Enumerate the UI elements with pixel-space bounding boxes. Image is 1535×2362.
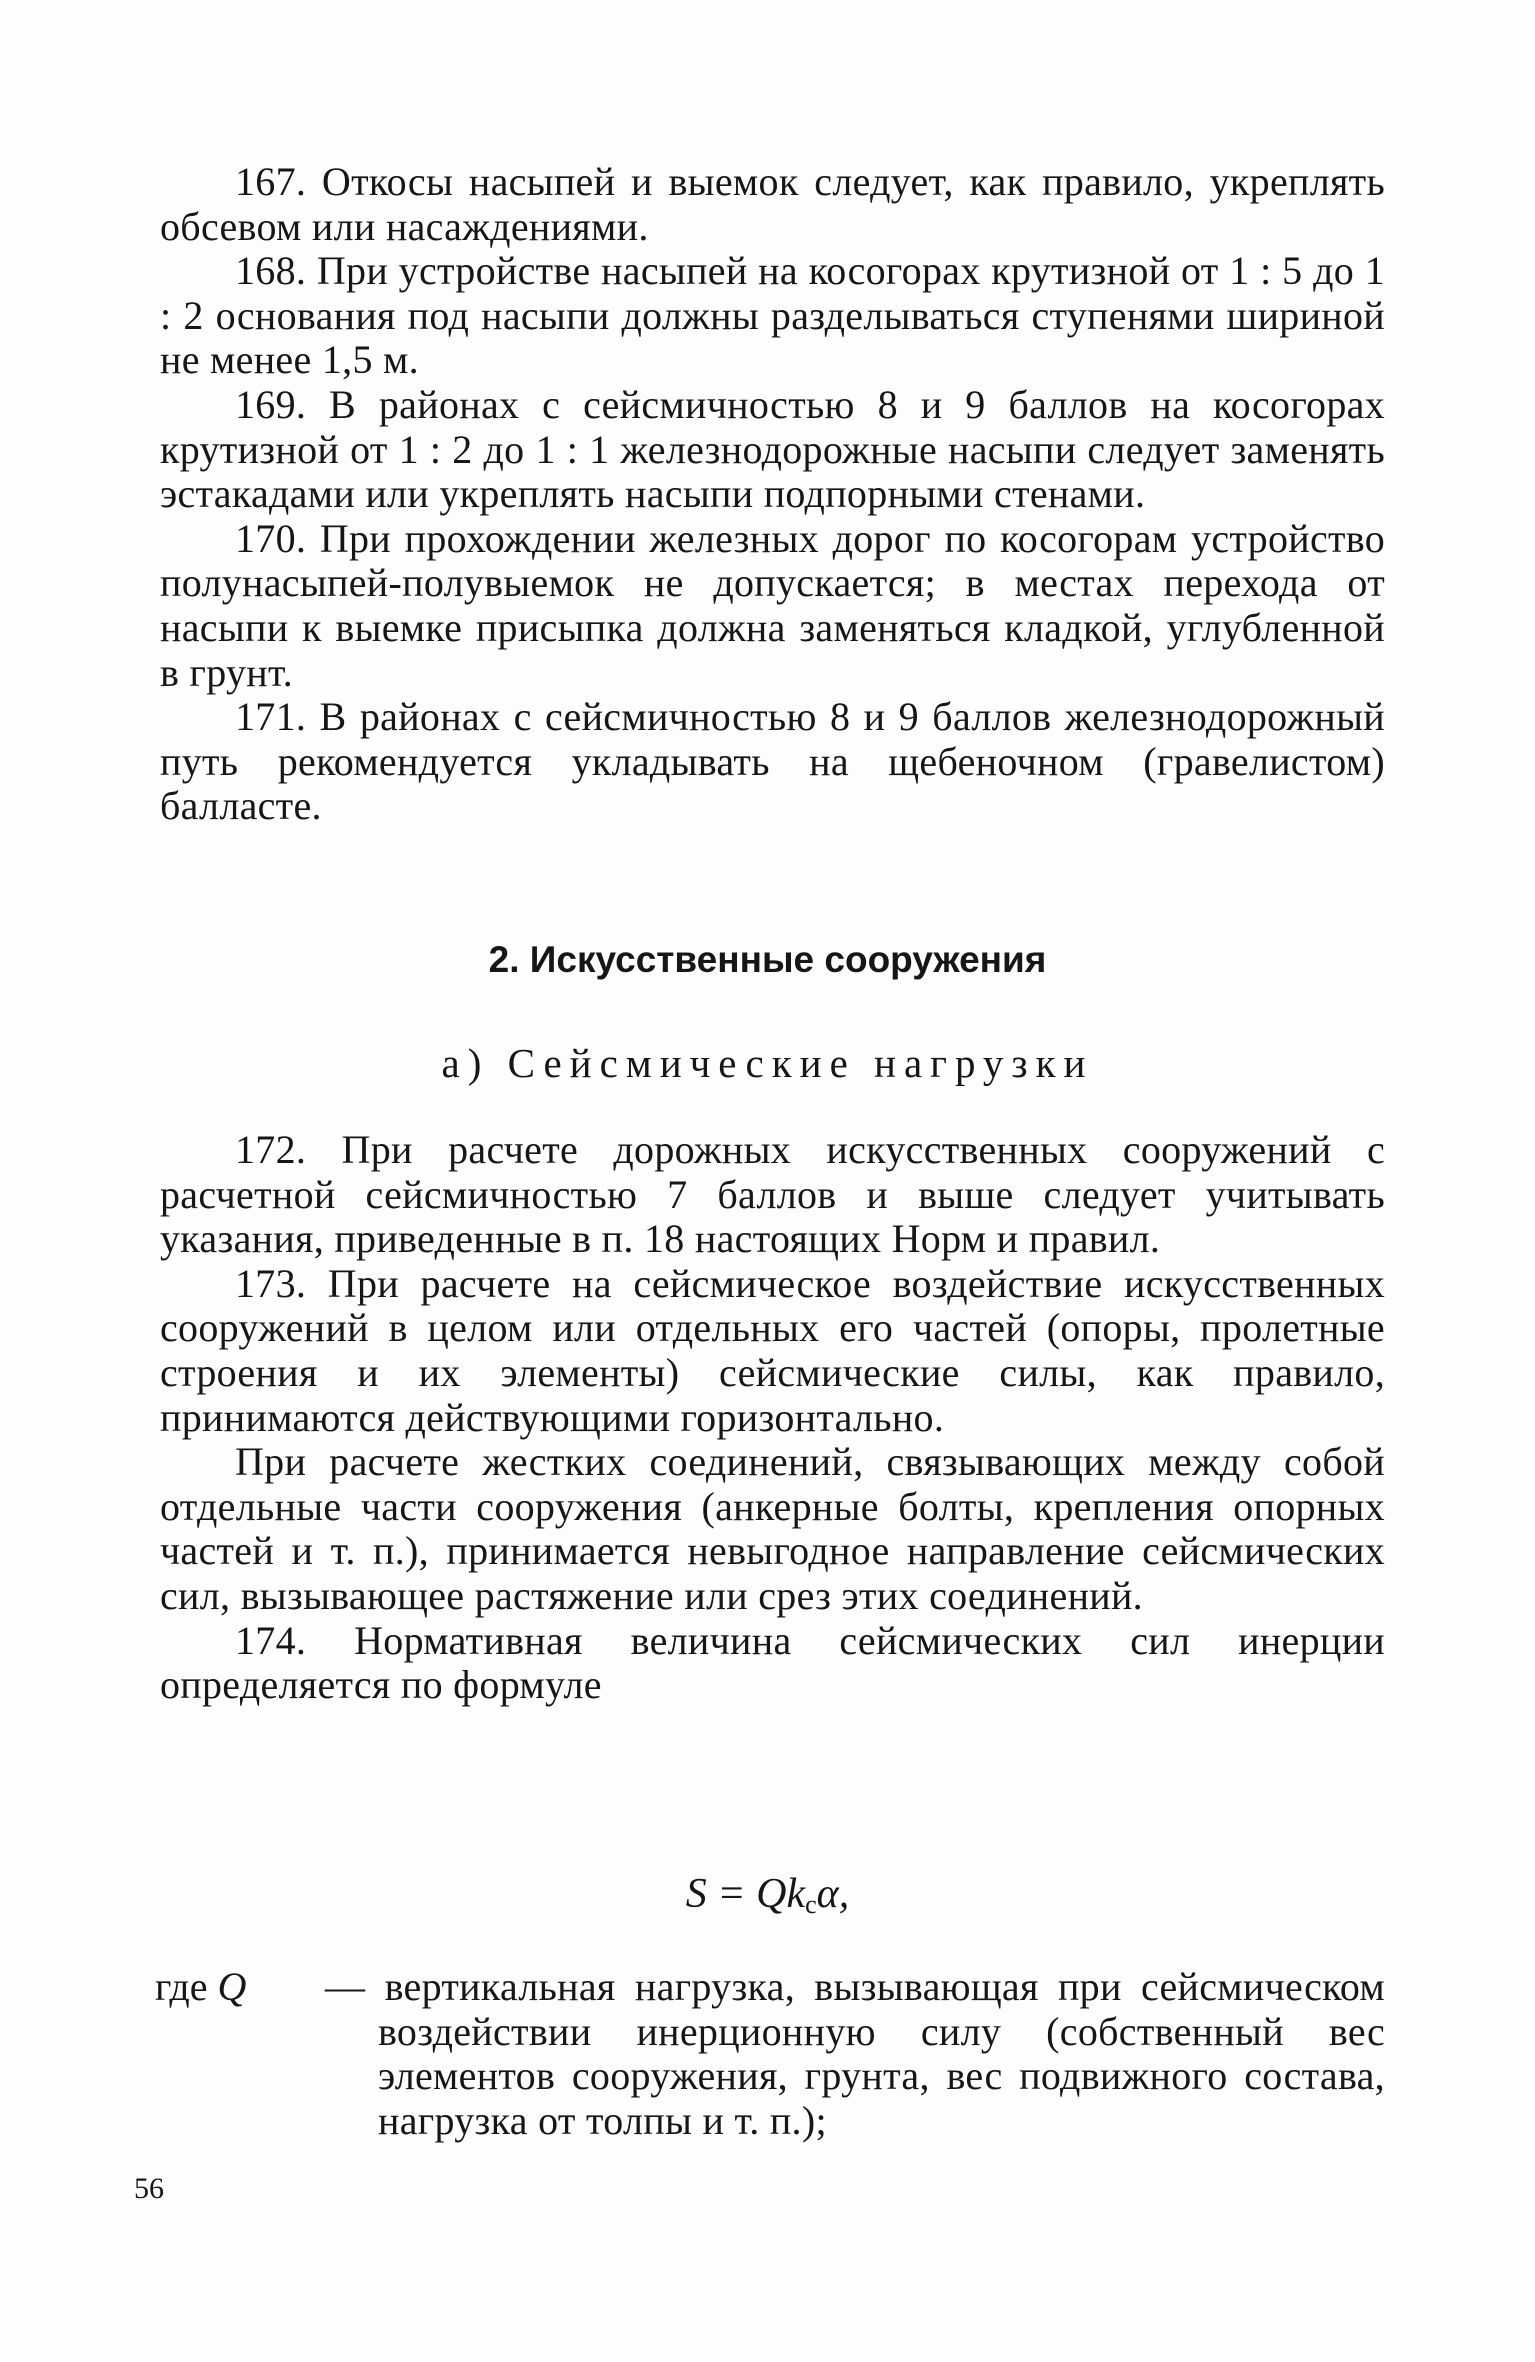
paragraph-171: 171. В районах с сейсмичностью 8 и 9 баллов железнодорожный путь рекомендуется укладывать на щебеночном (гравелистом) балласте.	[160, 694, 1385, 829]
page-number: 56	[134, 2172, 164, 2205]
paragraph-169: 169. В районах с сейсмичностью 8 и 9 баллов на косогорах крутизной от 1 : 2 до 1 : 1 железнодорожные насыпи следует заменять эстакадами или укреплять насыпи подпорными стенами.	[160, 381, 1385, 517]
paragraph-173-continued: При расчете жестких соединений, связывающих между собой отдельные части сооружения (анкерные болты, крепления опорных частей и т. п.), принимается невыгодное направление сейсмических сил, вызывающее растяжение или срез этих соединений.	[160, 1439, 1385, 1618]
where-description: — вертикальная нагрузка, вызывающая при сейсмическом воздействии инерционную силу (собственный вес элементов сооружения, грунта, вес подвижного состава, нагрузка от толпы и т. п.);	[325, 1964, 1385, 2143]
where-word: где	[155, 1964, 208, 2009]
where-clause	[155, 1965, 1385, 2143]
formula	[0, 1870, 1535, 1929]
paragraph-174: 174. Нормативная величина сейсмических сил инерции определяется по формуле	[160, 1617, 1385, 1708]
where-lead	[155, 1965, 246, 2010]
paragraph-170: 170. При прохождении железных дорог по косогорам устройство полунасыпей-полувыемок не допускается; в местах перехода от насыпи к выемке присыпка должна заменяться кладкой, углубленной в грунт.	[160, 515, 1385, 695]
formula-lhs: S = Qk	[685, 1871, 806, 1917]
subsection-title: а) Сейсмические нагрузки	[441, 1040, 1094, 1086]
formula-subscript: c	[805, 1890, 817, 1919]
paragraph-173: 173. При расчете на сейсмическое воздействие искусственных сооружений в целом или отдельных его частей (опоры, пролетные строения и их элементы) сейсмические силы, как правило, принимаются действующими горизонтально.	[160, 1260, 1385, 1440]
section-title: 2. Искусственные сооружения	[488, 939, 1047, 980]
formula-rhs: α,	[816, 1871, 850, 1917]
text-block-bottom	[160, 1128, 1385, 1708]
paragraph-168: 168. При устройстве насыпей на косогорах крутизной от 1 : 5 до 1 : 2 основания под насыпи должны разделываться ступенями шириной не менее 1,5 м.	[160, 248, 1385, 383]
paragraph-167: 167. Откосы насыпей и выемок следует, как правило, укреплять обсевом или насаждениями.	[160, 159, 1385, 249]
paragraph-172: 172. При расчете дорожных искусственных сооружений с расчетной сейсмичностью 7 баллов и выше следует учитывать указания, приведенные в п. 18 настоящих Норм и правил.	[160, 1127, 1385, 1262]
text-block-top	[160, 160, 1385, 829]
where-symbol: Q	[217, 1964, 247, 2009]
